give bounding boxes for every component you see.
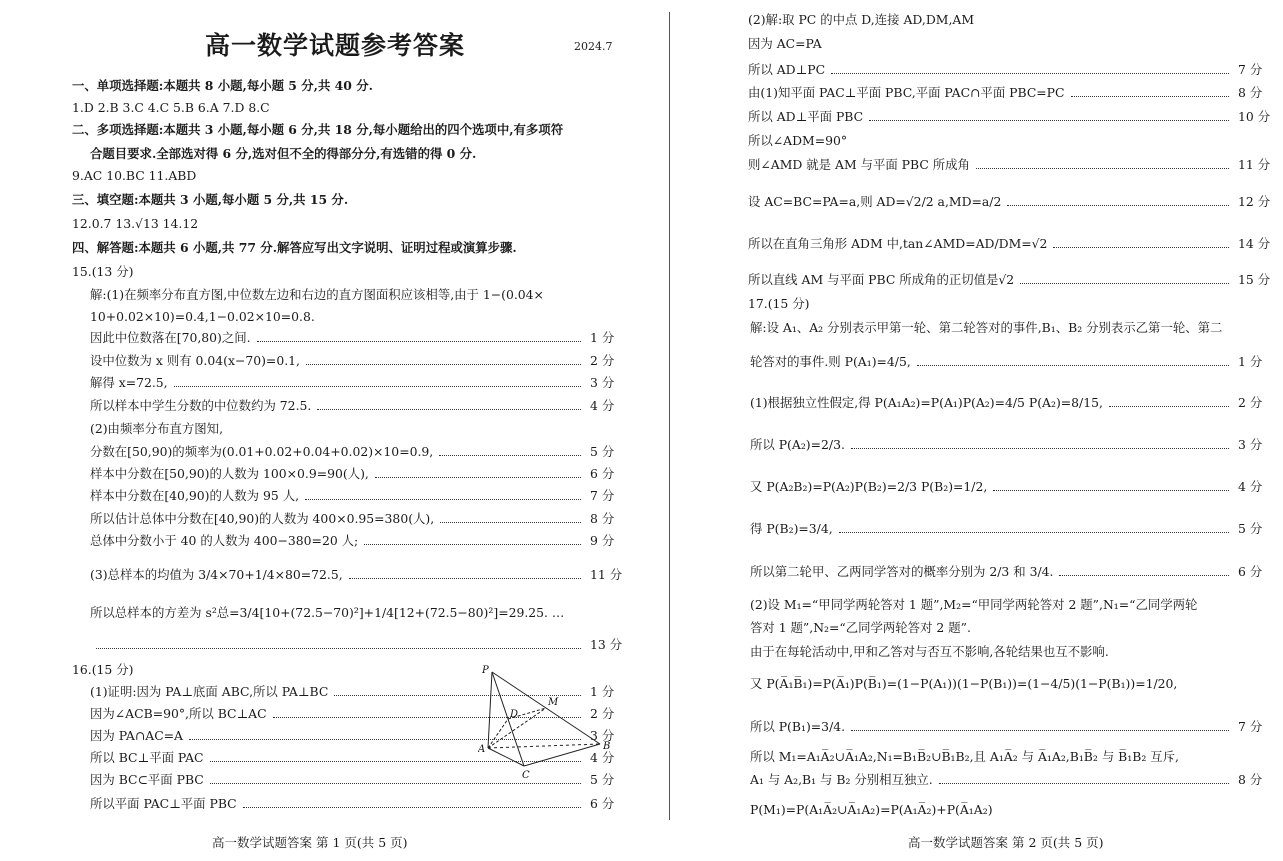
line-text: 所以估计总体中分数在[40,90)的人数为 400×0.95=380(人),: [90, 511, 435, 526]
score-label: 8 分: [1238, 772, 1263, 787]
line-text: 15.(13 分): [72, 264, 134, 279]
dot-leader: [375, 477, 581, 478]
answer-line: [90, 330, 251, 346]
answer-line: [90, 750, 204, 766]
label-p: P: [482, 665, 489, 676]
answer-line: [750, 644, 1109, 660]
dot-leader: [210, 783, 581, 784]
line-text: 所以总样本的方差为 s²总=3/4[10+(72.5−70)²]+1/4[12+(72.5−80)²]=29.25. …: [90, 605, 565, 620]
score-label: 8 分: [590, 511, 615, 526]
score-label: 1 分: [590, 684, 615, 699]
score-label: 3 分: [590, 375, 615, 390]
line-text: 解:设 A₁、A₂ 分别表示甲第一轮、第二轮答对的事件,B₁、B₂ 分别表示乙第一轮、第二: [750, 320, 1223, 335]
line-text: 三、填空题:本题共 3 小题,每小题 5 分,共 15 分.: [72, 192, 349, 207]
answer-line: [750, 437, 845, 453]
score-label: 3 分: [590, 728, 615, 743]
answer-line: [750, 620, 971, 636]
answer-line: [72, 100, 270, 116]
score-label: 11 分: [1238, 157, 1271, 172]
page-2: [690, 0, 1283, 861]
answer-line: [90, 146, 476, 162]
line-text: 样本中分数在[50,90)的人数为 100×0.9=90(人),: [90, 466, 369, 481]
answer-line: [90, 511, 434, 527]
line-text: 设 AC=BC=PA=a,则 AD=√2/2 a,MD=a/2: [748, 194, 1002, 209]
answer-line: [748, 133, 847, 149]
answer-line: [750, 597, 1197, 613]
line-text: 所以 P(B₁)=3/4.: [750, 719, 846, 734]
answer-line: [90, 728, 183, 744]
score-label: 11 分: [590, 567, 623, 582]
score-label: 6 分: [590, 796, 615, 811]
line-text: 分数在[50,90)的频率为(0.01+0.02+0.04+0.02)×10=0.9,: [90, 444, 434, 459]
dot-leader: [306, 364, 581, 365]
line-text: 总体中分数小于 40 的人数为 400−380=20 人;: [90, 533, 359, 548]
dot-leader: [851, 448, 1229, 449]
answer-line: [90, 444, 433, 460]
answer-line: [90, 772, 204, 788]
score-label: 5 分: [1238, 521, 1263, 536]
line-text: 四、解答题:本题共 6 小题,共 77 分.解答应写出文字说明、证明过程或演算步骤.: [72, 240, 517, 255]
line-text: 解:(1)在频率分布直方图,中位数左边和右边的直方图面积应该相等,由于 1−(0.04×: [90, 287, 544, 302]
line-text: 答对 1 题”,N₂=“乙同学两轮答对 2 题”.: [750, 620, 971, 635]
dot-leader: [1020, 283, 1229, 284]
answer-line: [750, 772, 933, 788]
edge-pa: [488, 672, 492, 748]
answer-line: [72, 240, 517, 256]
answer-line: [750, 395, 1103, 411]
answer-line: [72, 192, 348, 208]
line-text: 因为 BC⊂平面 PBC: [90, 772, 204, 787]
dot-leader: [1007, 205, 1229, 206]
answer-line: [750, 354, 911, 370]
score-label: 2 分: [1238, 395, 1263, 410]
dot-leader: [317, 409, 581, 410]
dot-leader: [440, 522, 581, 523]
edge-cb: [524, 744, 600, 766]
score-label: 1 分: [590, 330, 615, 345]
answer-line: [748, 12, 974, 28]
answer-line: [748, 157, 970, 173]
answer-line: [90, 353, 300, 369]
label-a: A: [478, 744, 486, 755]
line-text: 二、多项选择题:本题共 3 小题,每小题 6 分,共 18 分,每小题给出的四个选项中,有多项符: [72, 122, 564, 137]
dot-leader: [174, 386, 581, 387]
dot-leader: [993, 490, 1229, 491]
dot-leader: [939, 783, 1229, 784]
line-text: 所以样本中学生分数的中位数约为 72.5.: [90, 398, 312, 413]
line-text: 1.D 2.B 3.C 4.C 5.B 6.A 7.D 8.C: [72, 100, 270, 115]
score-label: 15 分: [1238, 272, 1271, 287]
line-text: 设中位数为 x 则有 0.04(x−70)=0.1,: [90, 353, 300, 368]
score-label: 7 分: [1238, 719, 1263, 734]
line-text: (3)总样本的均值为 3/4×70+1/4×80=72.5,: [90, 567, 343, 582]
answer-line: [72, 122, 563, 138]
dot-leader: [976, 168, 1229, 169]
line-text: 所以平面 PAC⊥平面 PBC: [90, 796, 237, 811]
answer-line: [750, 521, 833, 537]
answer-line: [90, 488, 299, 504]
line-text: 16.(15 分): [72, 662, 134, 677]
line-text: 所以直线 AM 与平面 PBC 所成角的正切值是√2: [748, 272, 1015, 287]
score-label: 7 分: [590, 488, 615, 503]
score-label: 14 分: [1238, 236, 1271, 251]
answer-line: [90, 466, 369, 482]
answer-line: [90, 398, 311, 414]
answer-line: [750, 802, 993, 818]
answer-line: [748, 272, 1014, 288]
dot-leader: [1059, 575, 1229, 576]
line-text: (2)解:取 PC 的中点 D,连接 AD,DM,AM: [748, 12, 975, 27]
answer-line: [750, 676, 1177, 692]
dot-leader: [364, 544, 581, 545]
answer-line: [750, 320, 1222, 336]
answer-line: [72, 78, 373, 94]
line-text: 所以∠ADM=90°: [748, 133, 848, 148]
line-text: (1)证明:因为 PA⊥底面 ABC,所以 PA⊥BC: [90, 684, 329, 699]
line-text: (2)由频率分布直方图知,: [90, 421, 224, 436]
line-text: 因为 PA∩AC=A: [90, 728, 184, 743]
score-label: 8 分: [1238, 85, 1263, 100]
dot-leader: [257, 341, 581, 342]
score-label: 5 分: [590, 444, 615, 459]
dot-leader: [1071, 96, 1229, 97]
score-label: 7 分: [1238, 62, 1263, 77]
score-label: 6 分: [590, 466, 615, 481]
line-text: 样本中分数在[40,90)的人数为 95 人,: [90, 488, 300, 503]
answer-line: [72, 662, 133, 678]
score-label: 4 分: [1238, 479, 1263, 494]
label-m: M: [548, 697, 559, 708]
dot-leader: [1053, 247, 1229, 248]
dot-leader: [869, 120, 1229, 121]
answer-line: [90, 684, 328, 700]
answer-line: [750, 564, 1053, 580]
answer-line: [90, 533, 358, 549]
line-text: 解得 x=72.5,: [90, 375, 168, 390]
page-title: 高一数学试题参考答案: [205, 31, 466, 60]
answer-line: [90, 567, 343, 583]
answer-line: [72, 216, 198, 232]
answer-line: [90, 706, 267, 722]
dot-leader: [1109, 406, 1229, 407]
line-text: 17.(15 分): [748, 296, 810, 311]
score-label: 1 分: [1238, 354, 1263, 369]
line-text: 得 P(B₂)=3/4,: [750, 521, 833, 536]
answer-line: [748, 36, 822, 52]
answer-line: [748, 109, 863, 125]
line-text: 9.AC 10.BC 11.ABD: [72, 168, 197, 183]
line-text: (2)设 M₁=“甲同学两轮答对 1 题”,M₂=“甲同学两轮答对 2 题”,N₁=“乙同学两轮: [750, 597, 1198, 612]
score-label: 2 分: [590, 706, 615, 721]
line-text: 由(1)知平面 PAC⊥平面 PBC,平面 PAC∩平面 PBC=PC: [748, 85, 1065, 100]
page-footer: 高一数学试题答案 第 1 页(共 5 页): [212, 835, 408, 850]
score-label: 3 分: [1238, 437, 1263, 452]
answer-line: [748, 296, 809, 312]
dot-leader: [96, 648, 581, 649]
answer-line: [72, 168, 196, 184]
line-text: 一、单项选择题:本题共 8 小题,每小题 5 分,共 40 分.: [72, 78, 373, 93]
segment-ad: [488, 719, 508, 748]
score-label: 13 分: [590, 637, 623, 652]
line-text: 所以 M₁=A₁A̅₂∪A̅₁A₂,N₁=B₁B̅₂∪B̅₁B₂,且 A₁A̅₂ 与 A̅₁A₂,B₁B̅₂ 与 B̅₁B₂ 互斥,: [750, 749, 1179, 764]
pyramid-figure: [478, 662, 618, 780]
line-text: 因为 AC=PA: [748, 36, 822, 51]
answer-line: [750, 749, 1179, 765]
line-text: 所以在直角三角形 ADM 中,tan∠AMD=AD/DM=√2: [748, 236, 1048, 251]
line-text: 轮答对的事件.则 P(A₁)=4/5,: [750, 354, 911, 369]
dot-leader: [243, 807, 581, 808]
score-label: 2 分: [590, 353, 615, 368]
score-label: 9 分: [590, 533, 615, 548]
exam-date: 2024.7: [574, 40, 613, 53]
line-text: 所以 BC⊥平面 PAC: [90, 750, 204, 765]
label-b: B: [603, 741, 611, 752]
answer-line: [72, 264, 133, 280]
dot-leader: [917, 365, 1229, 366]
line-text: 则∠AMD 就是 AM 与平面 PBC 所成角: [748, 157, 970, 172]
line-text: 12.0.7 13.√13 14.12: [72, 216, 199, 231]
answer-line: [90, 796, 237, 812]
label-c: C: [522, 770, 530, 780]
dot-leader: [831, 73, 1229, 74]
answer-line: [90, 605, 564, 621]
answer-line: [90, 421, 223, 437]
line-text: (1)根据独立性假定,得 P(A₁A₂)=P(A₁)P(A₂)=4/5 P(A₂)=8/15,: [750, 395, 1103, 410]
line-text: 所以第二轮甲、乙两同学答对的概率分别为 2/3 和 3/4.: [750, 564, 1054, 579]
score-label: 4 分: [590, 398, 615, 413]
line-text: 因此中位数落在[70,80)之间.: [90, 330, 251, 345]
line-text: 又 P(A₂B₂)=P(A₂)P(B₂)=2/3 P(B₂)=1/2,: [750, 479, 988, 494]
dot-leader: [305, 499, 581, 500]
line-text: 10+0.02×10)=0.4,1−0.02×10=0.8.: [90, 309, 315, 324]
line-text: 由于在每轮活动中,甲和乙答对与否互不影响,各轮结果也互不影响.: [750, 644, 1109, 659]
answer-line: [90, 309, 315, 325]
line-text: A₁ 与 A₂,B₁ 与 B₂ 分别相互独立.: [750, 772, 933, 787]
score-label: 10 分: [1238, 109, 1271, 124]
edge-ab: [488, 744, 600, 748]
answer-line: [750, 719, 845, 735]
line-text: 合题目要求.全部选对得 6 分,选对但不全的得部分分,有选错的得 0 分.: [90, 146, 477, 161]
answer-line: [748, 194, 1001, 210]
dot-leader: [839, 532, 1229, 533]
line-text: 所以 AD⊥PC: [748, 62, 826, 77]
score-label: 6 分: [1238, 564, 1263, 579]
label-d: D: [510, 709, 519, 720]
score-label: 5 分: [590, 772, 615, 787]
page-divider: [669, 12, 670, 820]
dot-leader: [349, 578, 581, 579]
line-text: 又 P(A̅₁B̅₁)=P(A̅₁)P(B̅₁)=(1−P(A₁))(1−P(B₁))=(1−4/5)(1−P(B₁))=1/20,: [750, 676, 1178, 691]
answer-line: [748, 62, 825, 78]
answer-line: [90, 375, 168, 391]
line-text: P(M₁)=P(A₁A̅₂∪A̅₁A₂)=P(A₁A̅₂)+P(A̅₁A₂): [750, 802, 993, 817]
answer-line: [748, 236, 1047, 252]
page-footer: 高一数学试题答案 第 2 页(共 5 页): [908, 835, 1104, 850]
answer-line: [748, 85, 1065, 101]
line-text: 所以 P(A₂)=2/3.: [750, 437, 845, 452]
line-text: 因为∠ACB=90°,所以 BC⊥AC: [90, 706, 267, 721]
score-label: 4 分: [590, 750, 615, 765]
dot-leader: [851, 730, 1229, 731]
dot-leader: [439, 455, 581, 456]
line-text: 所以 AD⊥平面 PBC: [748, 109, 864, 124]
answer-line: [90, 287, 544, 303]
answer-line: [750, 479, 987, 495]
score-label: 12 分: [1238, 194, 1271, 209]
